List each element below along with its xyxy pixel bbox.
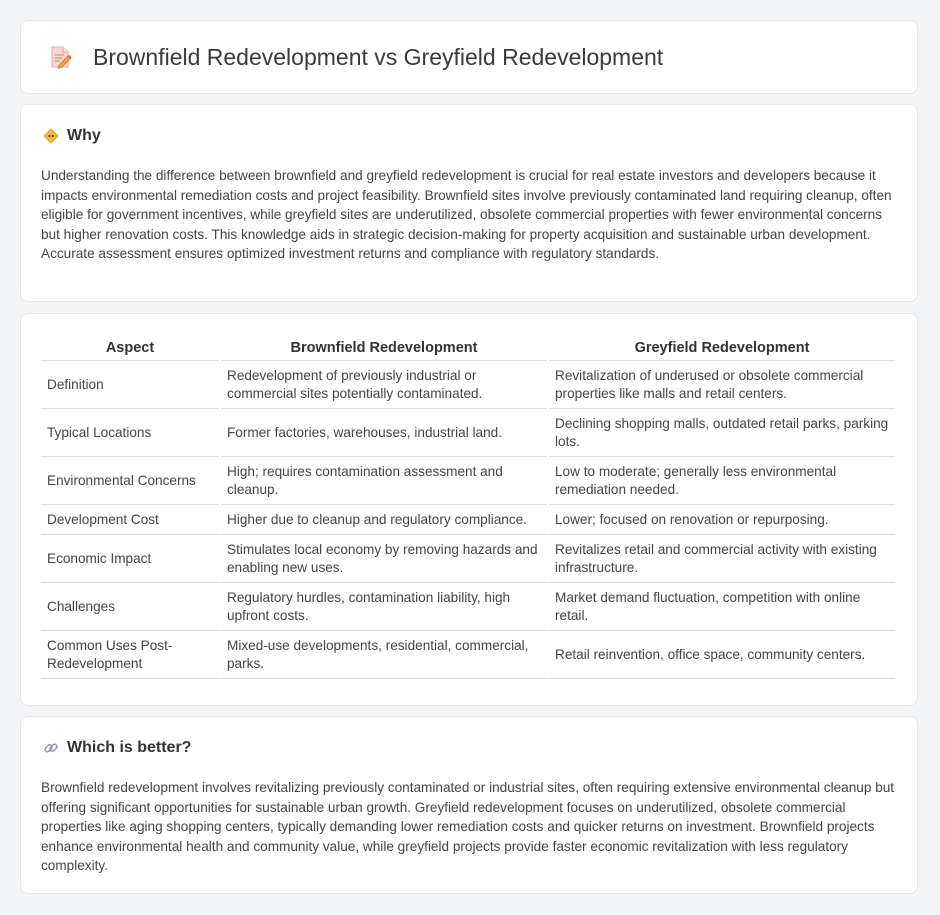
why-heading: [43, 127, 897, 145]
table-cell: Declining shopping malls, outdated retail parks, parking lots.: [549, 409, 895, 457]
column-header-brownfield: Brownfield Redevelopment: [221, 334, 547, 361]
table-row: [41, 457, 895, 505]
why-section: [20, 104, 918, 302]
table-cell: Redevelopment of previously industrial or commercial sites potentially contaminated.: [221, 361, 547, 409]
table-header-row: [41, 334, 895, 361]
column-header-greyfield: Greyfield Redevelopment: [549, 334, 895, 361]
table-cell: Revitalizes retail and commercial activity with existing infrastructure.: [549, 535, 895, 583]
table-cell: Market demand fluctuation, competition with online retail.: [549, 583, 895, 631]
better-heading-label: Which is better?: [67, 739, 192, 756]
table-cell: Economic Impact: [41, 535, 219, 583]
comparison-table: [39, 334, 897, 679]
table-cell: Mixed-use developments, residential, commercial, parks.: [221, 631, 547, 679]
table-row: [41, 631, 895, 679]
table-cell: Challenges: [41, 583, 219, 631]
table-cell: Revitalization of underused or obsolete commercial properties like malls and retail centers.: [549, 361, 895, 409]
diamond-sign-icon: [43, 128, 59, 144]
table-cell: Higher due to cleanup and regulatory compliance.: [221, 505, 547, 535]
table-row: [41, 535, 895, 583]
why-heading-label: Why: [67, 127, 101, 144]
document-pencil-icon: [47, 44, 73, 70]
comparison-table-card: [20, 313, 918, 706]
why-text: Understanding the difference between brownfield and greyfield redevelopment is crucial for real estate investors and developers because it impacts environmental remediation costs and project feasibility. Brownfield sites involve previously contaminated land requiring cleanup, often eligible for government incentives, while greyfield sites are underutilized, obsolete commercial properties with fewer environmental concerns but higher renovation costs. This knowledge aids in strategic decision-making for property acquisition and sustainable urban development. Accurate assessment ensures optimized investment returns and compliance with regulatory standards.: [41, 168, 892, 261]
table-cell: Environmental Concerns: [41, 457, 219, 505]
table-cell: Stimulates local economy by removing hazards and enabling new uses.: [221, 535, 547, 583]
link-icon: [43, 740, 59, 756]
table-cell: Development Cost: [41, 505, 219, 535]
table-cell: Regulatory hurdles, contamination liability, high upfront costs.: [221, 583, 547, 631]
page-title: Brownfield Redevelopment vs Greyfield Redevelopment: [93, 43, 664, 70]
table-cell: Retail reinvention, office space, community centers.: [549, 631, 895, 679]
table-cell: Lower; focused on renovation or repurposing.: [549, 505, 895, 535]
table-cell: Common Uses Post-Redevelopment: [41, 631, 219, 679]
table-cell: Low to moderate; generally less environmental remediation needed.: [549, 457, 895, 505]
table-row: [41, 409, 895, 457]
title-card: [20, 20, 918, 94]
table-row: [41, 505, 895, 535]
table-cell: Typical Locations: [41, 409, 219, 457]
table-cell: High; requires contamination assessment and cleanup.: [221, 457, 547, 505]
table-cell: Definition: [41, 361, 219, 409]
table-row: [41, 361, 895, 409]
table-cell: Former factories, warehouses, industrial land.: [221, 409, 547, 457]
which-is-better-section: [20, 716, 918, 894]
table-row: [41, 583, 895, 631]
better-heading: [43, 739, 897, 757]
column-header-aspect: Aspect: [41, 334, 219, 361]
better-text: Brownfield redevelopment involves revitalizing previously contaminated or industrial sites, often requiring extensive environmental cleanup but offering significant opportunities for sustainable urban growth. Greyfield redevelopment focuses on underutilized, obsolete commercial properties like aging shopping centers, typically demanding lower remediation costs and quicker returns on investment. Brownfield projects enhance environmental health and community value, while greyfield projects provide faster economic revitalization with less regulatory complexity.: [41, 780, 895, 873]
